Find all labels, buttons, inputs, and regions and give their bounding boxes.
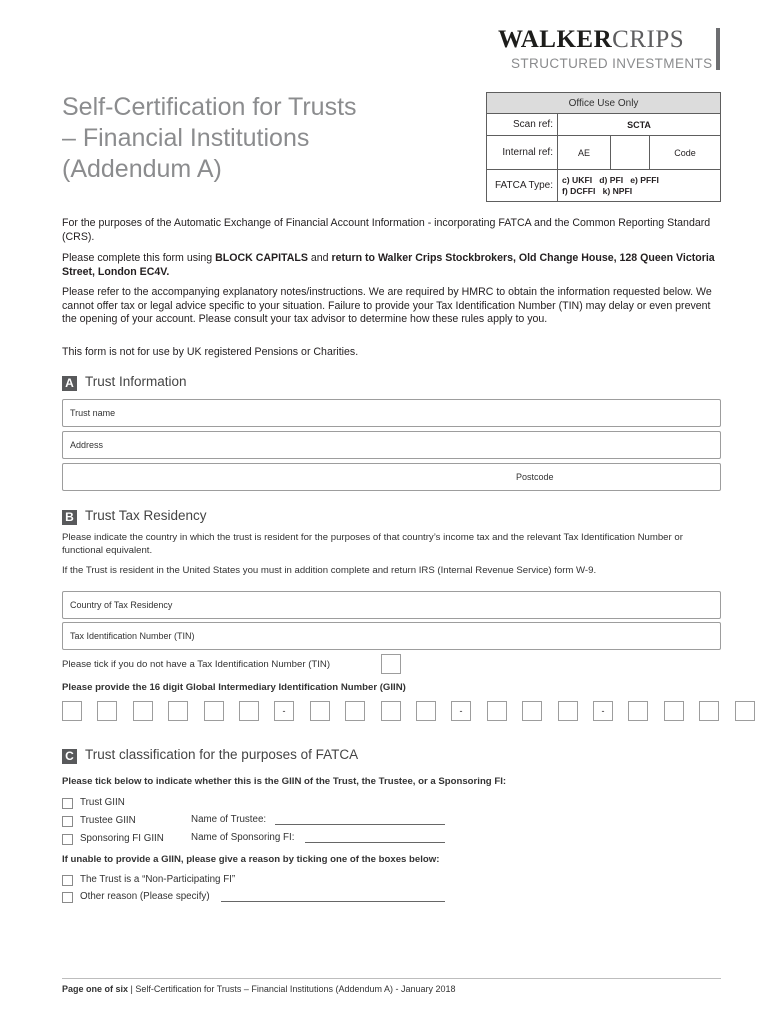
fatca-classification-prompt: Please tick below to indicate whether this is the GIIN of the Trust, the Trustee, or a Sponsoring FI: bbox=[62, 776, 507, 787]
fatca-options-line-2: f) DCFFI k) NPFI bbox=[562, 185, 633, 196]
logo-subtitle: STRUCTURED INVESTMENTS bbox=[511, 56, 713, 71]
tin-label: Tax Identification Number (TIN) bbox=[70, 631, 195, 641]
giin-digit-box[interactable] bbox=[699, 701, 719, 721]
section-b-badge: B bbox=[62, 510, 77, 525]
other-reason-line[interactable] bbox=[221, 901, 445, 902]
name-of-sponsoring-fi-line[interactable] bbox=[305, 842, 445, 843]
no-tin-checkbox[interactable] bbox=[381, 654, 401, 674]
giin-digit-box[interactable] bbox=[62, 701, 82, 721]
giin-digit-box[interactable] bbox=[310, 701, 330, 721]
internal-ref-blank[interactable] bbox=[611, 136, 650, 170]
footer-text: | Self-Certification for Trusts – Financial Institutions (Addendum A) - January 2018 bbox=[128, 984, 456, 994]
fatca-options-line-1: c) UKFI d) PFI e) PFFI bbox=[562, 174, 659, 185]
no-tin-label: Please tick if you do not have a Tax Identification Number (TIN) bbox=[62, 659, 331, 670]
name-of-trustee-label: Name of Trustee: bbox=[191, 814, 267, 825]
company-logo bbox=[498, 26, 684, 54]
title-line-3: (Addendum A) bbox=[62, 155, 222, 183]
intro-paragraph-1: For the purposes of the Automatic Exchange of Financial Account Information - incorporating FATCA and the Common Reporting Standard (CRS). bbox=[62, 217, 711, 243]
page-title bbox=[62, 92, 462, 185]
section-c-heading bbox=[62, 747, 358, 764]
section-b-paragraph-1: Please indicate the country in which the trust is resident for the purposes of that country’s income tax and the relevant Tax Identification Number or functional equivalent. bbox=[62, 532, 683, 556]
giin-digit-box[interactable] bbox=[133, 701, 153, 721]
name-of-trustee-line[interactable] bbox=[275, 824, 445, 825]
tin-field[interactable] bbox=[62, 622, 721, 650]
giin-separator-box[interactable]: - bbox=[451, 701, 471, 721]
trust-name-label: Trust name bbox=[70, 408, 116, 418]
country-of-tax-residency-field[interactable] bbox=[62, 591, 721, 619]
office-use-header: Office Use Only bbox=[487, 93, 721, 114]
intro-p2-and: and bbox=[307, 252, 332, 264]
section-c-badge: C bbox=[62, 749, 77, 764]
giin-digit-box[interactable] bbox=[97, 701, 117, 721]
giin-digit-box[interactable] bbox=[345, 701, 365, 721]
other-reason-checkbox[interactable] bbox=[62, 892, 73, 903]
logo-wordmark-bold: WALKER bbox=[498, 26, 613, 53]
section-b-title: Trust Tax Residency bbox=[85, 508, 207, 523]
title-line-2: – Financial Institutions bbox=[62, 124, 310, 152]
intro-p2-text: Please complete this form using bbox=[62, 252, 216, 264]
other-reason-label: Other reason (Please specify) bbox=[80, 891, 210, 902]
intro-p2-return-address: return to Walker Crips Stockbrokers, Old Change House, 128 Queen Victoria Street, London EC4V. bbox=[62, 252, 715, 278]
fatca-type-label: FATCA Type: bbox=[487, 170, 558, 202]
trust-giin-checkbox[interactable] bbox=[62, 798, 73, 809]
title-line-1: Self-Certification for Trusts bbox=[62, 93, 357, 121]
giin-digit-box[interactable] bbox=[558, 701, 578, 721]
intro-p2-block-capitals: BLOCK CAPITALS bbox=[215, 252, 308, 264]
section-a-heading bbox=[62, 374, 187, 391]
giin-separator-box[interactable]: - bbox=[593, 701, 613, 721]
giin-prompt: Please provide the 16 digit Global Intermediary Identification Number (GIIN) bbox=[62, 682, 406, 693]
office-use-table bbox=[486, 92, 721, 202]
giin-digit-box[interactable] bbox=[522, 701, 542, 721]
scan-ref-label: Scan ref: bbox=[487, 114, 558, 136]
giin-digit-box[interactable] bbox=[664, 701, 684, 721]
country-of-tax-residency-label: Country of Tax Residency bbox=[70, 600, 173, 610]
footer-page-number: Page one of six bbox=[62, 984, 129, 994]
logo-bar bbox=[716, 28, 720, 70]
sponsoring-fi-giin-label: Sponsoring FI GIIN bbox=[80, 833, 164, 844]
section-b-heading bbox=[62, 508, 207, 525]
giin-digit-box[interactable] bbox=[239, 701, 259, 721]
fatca-type-options bbox=[558, 170, 721, 202]
no-giin-reason-prompt: If unable to provide a GIIN, please give a reason by ticking one of the boxes below: bbox=[62, 854, 440, 865]
internal-ref-value: AE bbox=[558, 136, 611, 170]
sponsoring-fi-giin-checkbox[interactable] bbox=[62, 834, 73, 845]
footer-rule bbox=[62, 978, 721, 979]
giin-separator-box[interactable]: - bbox=[274, 701, 294, 721]
giin-digit-box[interactable] bbox=[416, 701, 436, 721]
scan-ref-value: SCTA bbox=[558, 114, 721, 136]
address-field[interactable] bbox=[62, 431, 721, 459]
giin-digit-box[interactable] bbox=[381, 701, 401, 721]
internal-ref-label: Internal ref: bbox=[487, 136, 558, 170]
page-footer bbox=[62, 984, 456, 994]
logo-wordmark-light: CRIPS bbox=[612, 26, 685, 53]
code-label: Code bbox=[650, 136, 721, 170]
trust-giin-label: Trust GIIN bbox=[80, 797, 125, 808]
postcode-field[interactable] bbox=[62, 463, 721, 491]
section-a-title: Trust Information bbox=[85, 374, 187, 389]
intro-paragraph-2 bbox=[62, 252, 722, 279]
section-a-badge: A bbox=[62, 376, 77, 391]
non-participating-fi-checkbox[interactable] bbox=[62, 875, 73, 886]
giin-digit-box[interactable] bbox=[628, 701, 648, 721]
section-b-paragraph-2: If the Trust is resident in the United States you must in addition complete and return IRS (Internal Revenue Service) form W-9. bbox=[62, 565, 597, 576]
giin-digit-box[interactable] bbox=[204, 701, 224, 721]
trust-name-field[interactable] bbox=[62, 399, 721, 427]
postcode-label: Postcode bbox=[516, 472, 554, 482]
giin-digit-box[interactable] bbox=[735, 701, 755, 721]
giin-digit-box[interactable] bbox=[487, 701, 507, 721]
trustee-giin-label: Trustee GIIN bbox=[80, 815, 136, 826]
intro-paragraph-3: Please refer to the accompanying explanatory notes/instructions. We are required by HMRC to obtain the information requested below. We cannot offer tax or legal advice specific to your situation. Failure to provide your Tax Identification Number (TIN) may delay or even prevent the opening of your account. Please consult your tax advisor to determine how these rules apply to you. bbox=[62, 286, 712, 325]
name-of-sponsoring-fi-label: Name of Sponsoring FI: bbox=[191, 832, 295, 843]
section-c-title: Trust classification for the purposes of FATCA bbox=[85, 747, 359, 762]
non-participating-fi-label: The Trust is a “Non-Participating FI” bbox=[80, 874, 236, 885]
intro-paragraph-4: This form is not for use by UK registered Pensions or Charities. bbox=[62, 346, 359, 358]
trustee-giin-checkbox[interactable] bbox=[62, 816, 73, 827]
address-label: Address bbox=[70, 440, 104, 450]
giin-digit-box[interactable] bbox=[168, 701, 188, 721]
